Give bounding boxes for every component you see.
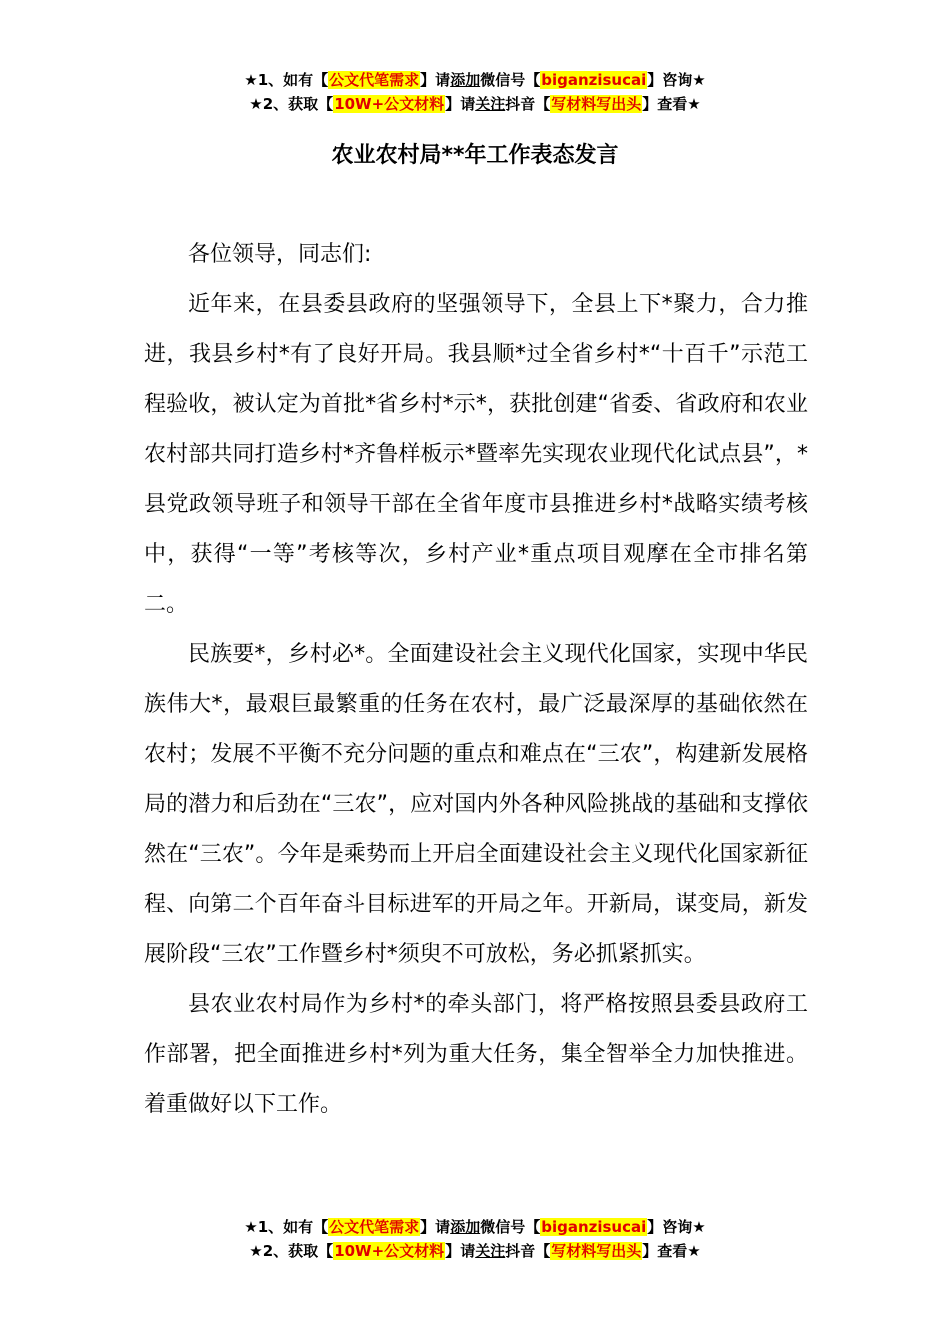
salutation: 各位领导，同志们: xyxy=(188,242,372,267)
promo-text: 】咨询★ xyxy=(647,1218,706,1236)
promo-underlined-text: 添加 xyxy=(450,71,481,89)
promo-text: ★2、获取【 xyxy=(249,1242,334,1260)
promo-text: 】查看★ xyxy=(642,1242,701,1260)
promo-text: 】咨询★ xyxy=(647,71,706,89)
promo-underlined-text: 关注 xyxy=(475,1242,506,1260)
promo-text: 】请 xyxy=(445,95,476,113)
body-paragraph: 近年来，在县委县政府的坚强领导下，全县上下*聚力，合力推进，我县乡村*有了良好开局。我县顺*过全省乡村*“十百千”示范工程验收，被认定为首批*省乡村*示*，获批创建“省委、省政府和农业农村部共同打造乡村*齐鲁样板示*暨率先实现农业现代化试点县”，*县党政领导班子和领导干部在全省年度市县推进乡村*战略实绩考核中，获得“一等”考核等次，乡村产业*重点项目观摩在全市排名第二。 xyxy=(144,292,808,617)
header-promo-banner xyxy=(0,68,950,116)
promo-text: 抖音【 xyxy=(505,95,551,113)
promo-line-2 xyxy=(0,92,950,116)
promo-text: ★2、获取【 xyxy=(249,95,334,113)
promo-line-1 xyxy=(0,68,950,92)
promo-text: 】请 xyxy=(445,1242,476,1260)
promo-highlight: 公文代笔需求 xyxy=(329,71,420,89)
promo-text: 】查看★ xyxy=(642,95,701,113)
promo-highlight: 10W+公文材料 xyxy=(334,95,445,113)
body-paragraph: 县农业农村局作为乡村*的牵头部门，将严格按照县委县政府工作部署，把全面推进乡村*列为重大任务，集全智举全力加快推进。着重做好以下工作。 xyxy=(144,992,808,1117)
promo-line-2 xyxy=(0,1239,950,1263)
promo-text: ★1、如有【 xyxy=(244,71,329,89)
promo-underlined-text: 关注 xyxy=(475,95,506,113)
promo-text: 抖音【 xyxy=(505,1242,551,1260)
promo-highlight: 公文代笔需求 xyxy=(329,1218,420,1236)
promo-highlight: 写材料写出头 xyxy=(551,1242,642,1260)
promo-text: 】请 xyxy=(420,1218,451,1236)
promo-highlight: biganzisucai xyxy=(541,1218,647,1236)
promo-line-1 xyxy=(0,1215,950,1239)
promo-highlight: 10W+公文材料 xyxy=(334,1242,445,1260)
promo-text: 微信号【 xyxy=(480,71,541,89)
promo-underlined-text: 添加 xyxy=(450,1218,481,1236)
document-title: 农业农村局**年工作表态发言 xyxy=(331,143,619,168)
promo-highlight: 写材料写出头 xyxy=(551,95,642,113)
promo-text: 】请 xyxy=(420,71,451,89)
body-paragraph: 民族要*，乡村必*。全面建设社会主义现代化国家，实现中华民族伟大*，最艰巨最繁重的任务在农村，最广泛最深厚的基础依然在农村；发展不平衡不充分问题的重点和难点在“三农”，构建新发展格局的潜力和后劲在“三农”，应对国内外各种风险挑战的基础和支撑依然在“三农”。今年是乘势而上开启全面建设社会主义现代化国家新征程、向第二个百年奋斗目标进军的开局之年。开新局，谋变局，新发展阶段“三农”工作暨乡村*须臾不可放松，务必抓紧抓实。 xyxy=(144,642,808,967)
promo-text: 微信号【 xyxy=(480,1218,541,1236)
promo-highlight: biganzisucai xyxy=(541,71,647,89)
document-body xyxy=(144,230,808,1130)
footer-promo-banner xyxy=(0,1215,950,1263)
promo-text: ★1、如有【 xyxy=(244,1218,329,1236)
